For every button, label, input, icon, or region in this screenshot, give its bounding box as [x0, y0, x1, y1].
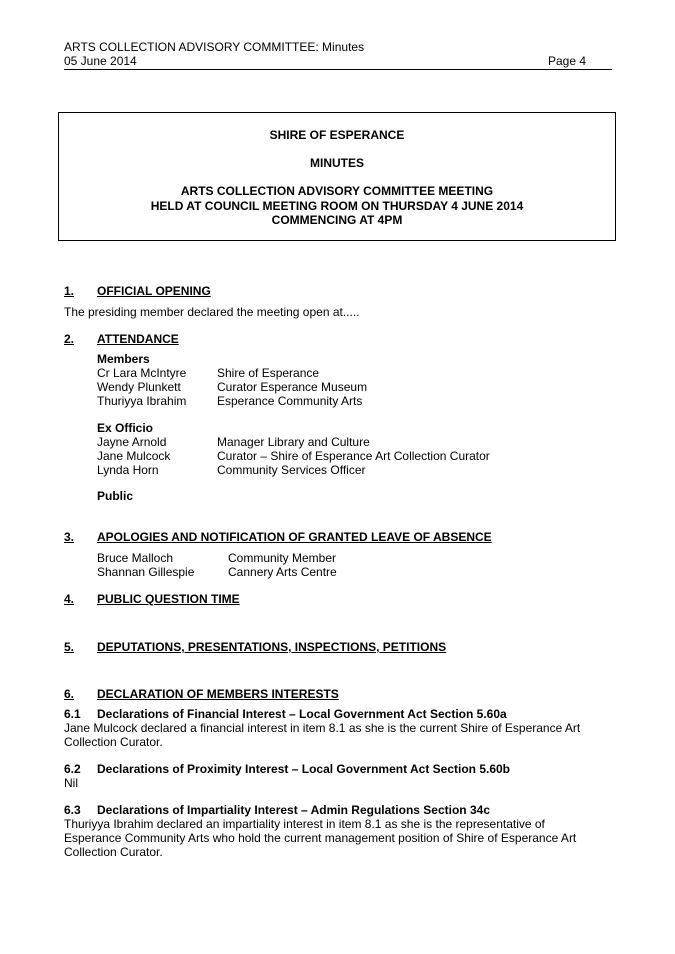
ex-officio-role: Curator – Shire of Esperance Art Collection Curator	[217, 449, 490, 463]
member-name: Cr Lara McIntyre	[97, 366, 187, 380]
title-meeting-time: COMMENCING AT 4PM	[271, 213, 403, 227]
subsection-6-3-text: Thuriyya Ibrahim declared an impartiality interest in item 8.1 as she is the representative of Esperance Community Arts who hold the current management position of Shire of Esperance Art Collection Curator.	[64, 817, 577, 859]
title-box	[58, 112, 616, 241]
ex-officio-name: Jane Mulcock	[97, 449, 171, 463]
section-1-text: The presiding member declared the meeting open at.....	[64, 305, 360, 319]
section-2-title: ATTENDANCE	[97, 332, 179, 346]
apology-role: Community Member	[228, 551, 337, 565]
title-meeting-name: ARTS COLLECTION ADVISORY COMMITTEE MEETING	[180, 184, 494, 198]
title-organisation: SHIRE OF ESPERANCE	[269, 128, 405, 142]
subsection-6-1-text: Jane Mulcock declared a financial interest in item 8.1 as she is the current Shire of Esperance Art Collection Curator.	[64, 721, 581, 749]
section-1-number: 1.	[64, 284, 75, 298]
member-role: Shire of Esperance	[217, 366, 320, 380]
ex-officio-role: Community Services Officer	[217, 463, 366, 477]
section-4-number: 4.	[64, 592, 75, 606]
subsection-6-2-text: Nil	[64, 776, 78, 790]
subsection-6-2-title: Declarations of Proximity Interest – Local Government Act Section 5.60b	[97, 762, 511, 776]
subsection-6-1-number: 6.1	[64, 707, 81, 721]
section-4-title: PUBLIC QUESTION TIME	[97, 592, 240, 606]
section-5-title: DEPUTATIONS, PRESENTATIONS, INSPECTIONS, PETITIONS	[97, 640, 447, 654]
apology-name: Bruce Malloch	[97, 551, 174, 565]
subsection-6-1-title: Declarations of Financial Interest – Local Government Act Section 5.60a	[97, 707, 507, 721]
members-label: Members	[97, 352, 150, 366]
member-name: Thuriyya Ibrahim	[97, 394, 187, 408]
title-meeting-location: HELD AT COUNCIL MEETING ROOM ON THURSDAY 4 JUNE 2014	[150, 199, 524, 213]
header-rule	[64, 69, 612, 70]
section-6-number: 6.	[64, 687, 75, 701]
subsection-6-3-title: Declarations of Impartiality Interest – Admin Regulations Section 34c	[97, 803, 490, 817]
ex-officio-name: Jayne Arnold	[97, 435, 167, 449]
section-2-number: 2.	[64, 332, 75, 346]
section-5-number: 5.	[64, 640, 75, 654]
section-3-title: APOLOGIES AND NOTIFICATION OF GRANTED LEAVE OF ABSENCE	[97, 530, 492, 544]
header-title: ARTS COLLECTION ADVISORY COMMITTEE: Minutes	[64, 40, 365, 54]
header-page-number: Page 4	[548, 54, 587, 68]
ex-officio-role: Manager Library and Culture	[217, 435, 370, 449]
ex-officio-name: Lynda Horn	[97, 463, 159, 477]
apology-name: Shannan Gillespie	[97, 565, 195, 579]
section-6-title: DECLARATION OF MEMBERS INTERESTS	[97, 687, 339, 701]
header-date: 05 June 2014	[64, 54, 137, 68]
section-3-number: 3.	[64, 530, 75, 544]
member-name: Wendy Plunkett	[97, 380, 181, 394]
title-minutes: MINUTES	[310, 156, 364, 170]
public-label: Public	[97, 489, 134, 503]
section-1-title: OFFICIAL OPENING	[97, 284, 211, 298]
ex-officio-label: Ex Officio	[97, 421, 154, 435]
member-role: Curator Esperance Museum	[217, 380, 368, 394]
subsection-6-2-number: 6.2	[64, 762, 81, 776]
apology-role: Cannery Arts Centre	[228, 565, 337, 579]
member-role: Esperance Community Arts	[217, 394, 363, 408]
subsection-6-3-number: 6.3	[64, 803, 81, 817]
